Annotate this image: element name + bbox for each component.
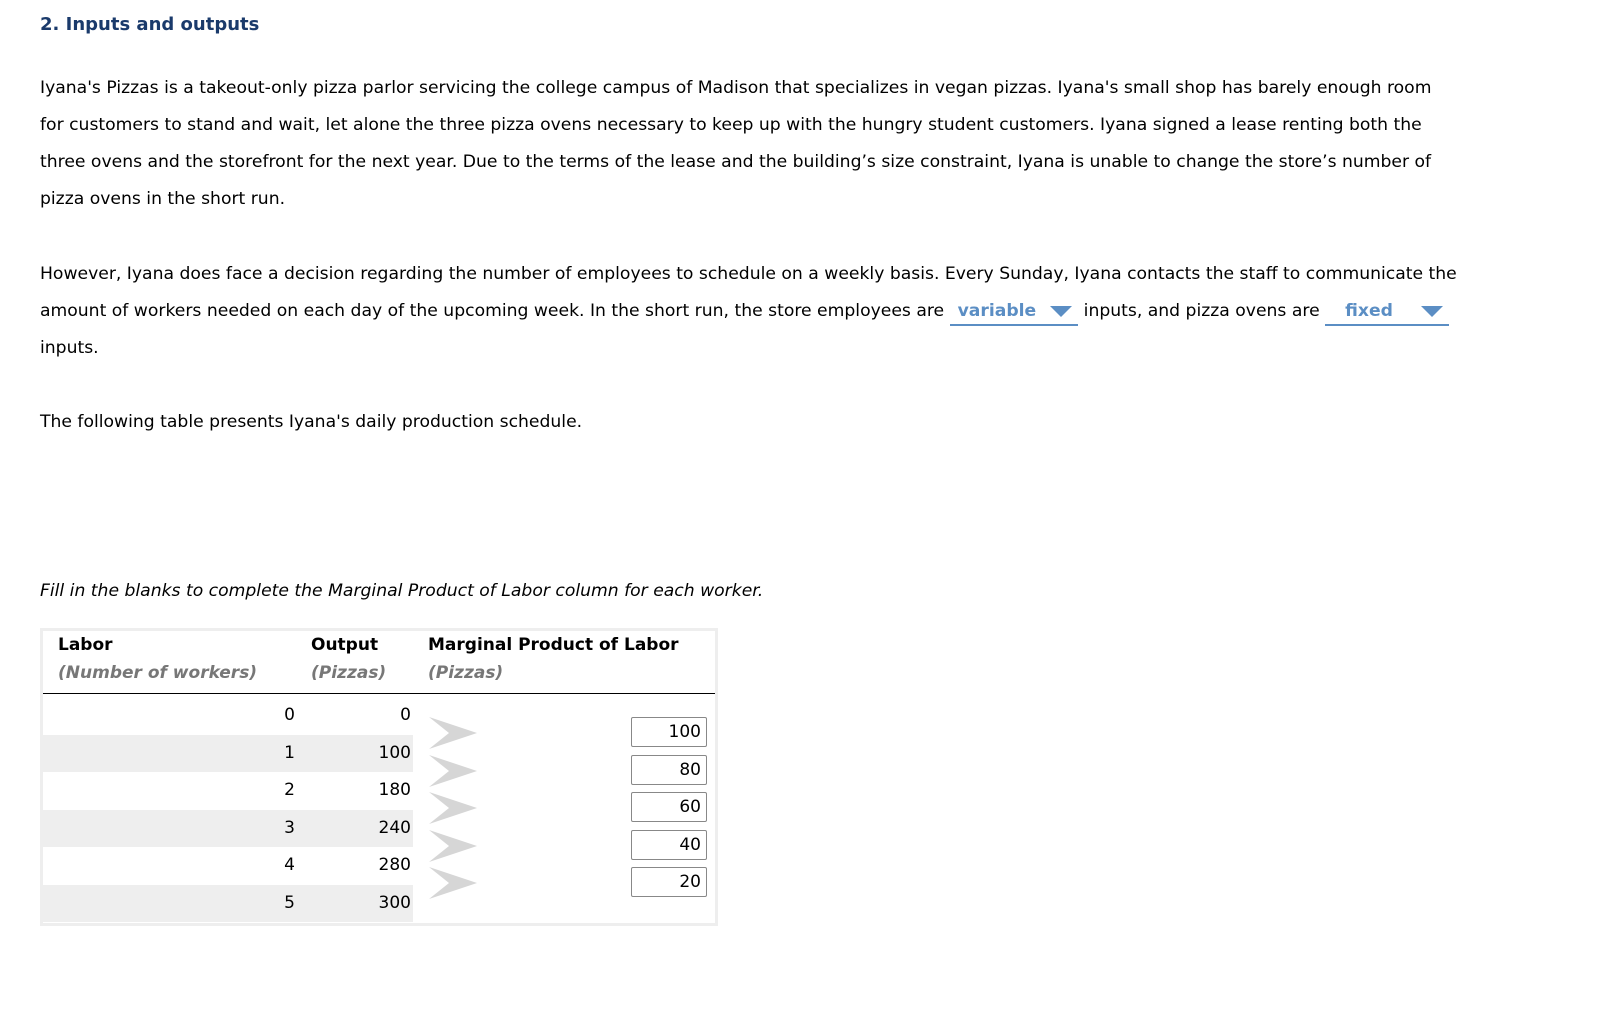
chevron-right-icon <box>429 790 479 826</box>
mpl-input[interactable] <box>631 717 707 747</box>
instruction: Fill in the blanks to complete the Marginal Product of Labor column for each worker. <box>40 581 764 601</box>
labor-cell: 4 <box>284 855 295 875</box>
output-cell: 0 <box>400 705 411 725</box>
dropdown-arrow-icon <box>1050 306 1072 317</box>
table-row <box>43 697 413 734</box>
labor-cell: 1 <box>284 742 295 763</box>
output-cell: 100 <box>378 742 411 763</box>
mpl-input[interactable] <box>631 830 707 860</box>
labor-cell: 5 <box>284 892 295 913</box>
production-table <box>40 628 718 926</box>
output-cell: 280 <box>378 855 411 875</box>
table-row <box>43 885 413 922</box>
header-divider <box>43 693 715 694</box>
labor-cell: 2 <box>284 780 295 800</box>
intro-paragraph: Iyana's Pizzas is a takeout-only pizza parlor servicing the college campus of Madison that specializes in vegan pizzas. Iyana's small shop has barely enough room for customers to stand and wait, let alone the three pizza ovens necessary to keep up with the hungry student customers. Iyana signed a lease renting both the three ovens and the storefront for the next year. Due to the terms of the lease and the building’s size constraint, Iyana is unable to change the store’s number of pizza ovens in the short run. <box>40 78 1432 209</box>
output-cell: 300 <box>378 892 411 913</box>
table-row <box>43 810 413 847</box>
chevron-right-icon <box>429 715 479 751</box>
ovens-input-type-dropdown[interactable]: fixed <box>1325 298 1449 326</box>
decision-paragraph: However, Iyana does face a decision regarding the number of employees to schedule on a weekly basis. Every Sunday, Iyana contacts the staff to communicate the amount of workers needed on each day of the upcoming week. In the short run, the store employees are variable inputs, and pizza ovens are fixed inputs. <box>40 264 1457 358</box>
mpl-input[interactable] <box>631 867 707 897</box>
output-cell: 180 <box>378 780 411 800</box>
table-intro: The following table presents Iyana's daily production schedule. <box>40 412 583 432</box>
table-row <box>43 847 413 884</box>
labor-cell: 3 <box>284 817 295 838</box>
chevron-right-icon <box>429 865 479 901</box>
mpl-input[interactable] <box>631 792 707 822</box>
labor-cell: 0 <box>284 705 295 725</box>
chevron-right-icon <box>429 828 479 864</box>
output-cell: 240 <box>378 817 411 838</box>
chevron-right-icon <box>429 753 479 789</box>
header-labor: Labor (Number of workers) <box>58 635 258 683</box>
mpl-input[interactable] <box>631 755 707 785</box>
header-output: Output (Pizzas) <box>311 635 387 683</box>
employees-input-type-dropdown[interactable]: variable <box>950 298 1079 326</box>
header-mpl: Marginal Product of Labor (Pizzas) <box>428 635 679 683</box>
dropdown-arrow-icon <box>1421 306 1443 317</box>
section-title: 2. Inputs and outputs <box>40 14 260 35</box>
table-row <box>43 735 413 772</box>
table-row <box>43 772 413 809</box>
